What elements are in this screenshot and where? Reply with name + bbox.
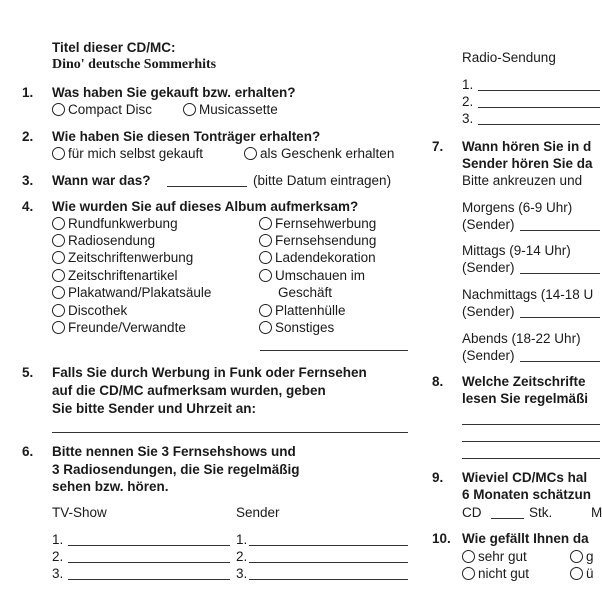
- q9-stk-label: Stk.: [529, 505, 553, 520]
- q8-answer-field[interactable]: [462, 424, 600, 425]
- q6-row-number: 3.: [52, 566, 64, 581]
- radio-circle-icon: [462, 567, 475, 580]
- radio-show-header: Radio-Sendung: [462, 50, 556, 65]
- q7-sender-field[interactable]: [520, 361, 600, 362]
- q6-tvshow-field[interactable]: [68, 545, 230, 546]
- q7-text-line: Bitte ankreuzen und: [462, 173, 583, 188]
- radio-circle-icon: [570, 567, 583, 580]
- q9-number: 9.: [432, 470, 444, 485]
- q5-text-line: Sie bitte Sender und Uhrzeit an:: [52, 401, 257, 416]
- q7-text-line: Sender hören Sie da: [462, 156, 593, 171]
- q4-option[interactable]: Plattenhülle: [259, 303, 346, 318]
- q8-answer-field[interactable]: [462, 441, 600, 442]
- q4-option[interactable]: Zeitschriftenartikel: [52, 268, 178, 283]
- q7-time-slot: Nachmittags (14-18 U: [462, 287, 594, 302]
- radio-row-number: 2.: [462, 94, 474, 109]
- radio-circle-icon: [244, 147, 257, 160]
- radio-circle-icon: [52, 286, 65, 299]
- q5-answer-field[interactable]: [52, 432, 408, 433]
- q10-option-very-good[interactable]: sehr gut: [462, 549, 527, 564]
- q6-sender-field[interactable]: [249, 545, 408, 546]
- q7-sender-label: (Sender): [462, 217, 515, 232]
- q6-row-number: 2.: [236, 549, 248, 564]
- q4-text: Wie wurden Sie auf dieses Album aufmerksam?: [52, 199, 359, 214]
- q10-option-other[interactable]: ü: [570, 566, 594, 581]
- q4-option[interactable]: Umschauen im: [259, 268, 365, 283]
- q6-row-number: 1.: [52, 532, 64, 547]
- q7-text-line: Wann hören Sie in d: [462, 139, 592, 154]
- q6-row-number: 2.: [52, 549, 64, 564]
- q7-sender-field[interactable]: [520, 317, 600, 318]
- q6-row-number: 1.: [236, 532, 248, 547]
- radio-circle-icon: [259, 321, 272, 334]
- album-title: Dino' deutsche Sommerhits: [52, 57, 217, 72]
- radio-show-field[interactable]: [478, 107, 600, 108]
- q9-text-line: 6 Monaten schätzun: [462, 487, 592, 502]
- q4-option[interactable]: Zeitschriftenwerbung: [52, 250, 193, 265]
- q5-text-line: auf die CD/MC aufmerksam wurden, geben: [52, 383, 326, 398]
- q6-column-tvshow: TV-Show: [52, 505, 107, 520]
- q7-number: 7.: [432, 139, 444, 154]
- radio-circle-icon: [259, 269, 272, 282]
- radio-circle-icon: [259, 251, 272, 264]
- q1-number: 1.: [22, 85, 34, 100]
- radio-circle-icon: [52, 147, 65, 160]
- q7-time-slot: Abends (18-22 Uhr): [462, 331, 581, 346]
- q4-option[interactable]: Radiosendung: [52, 233, 155, 248]
- q4-option[interactable]: Discothek: [52, 303, 127, 318]
- radio-circle-icon: [462, 550, 475, 563]
- radio-row-number: 3.: [462, 111, 474, 126]
- q4-option[interactable]: Plakatwand/Plakatsäule: [52, 285, 211, 300]
- radio-circle-icon: [52, 304, 65, 317]
- q7-sender-label: (Sender): [462, 260, 515, 275]
- q10-option-not-good[interactable]: nicht gut: [462, 566, 529, 581]
- radio-row-number: 1.: [462, 77, 474, 92]
- q6-tvshow-field[interactable]: [68, 579, 230, 580]
- q10-number: 10.: [432, 531, 451, 546]
- q6-sender-field[interactable]: [249, 579, 408, 580]
- radio-circle-icon: [52, 321, 65, 334]
- q4-other-field[interactable]: [260, 350, 408, 351]
- q4-option[interactable]: Freunde/Verwandte: [52, 320, 186, 335]
- q3-text: Wann war das?: [52, 173, 151, 188]
- q6-sender-field[interactable]: [249, 562, 408, 563]
- q9-text-line: Wieviel CD/MCs hal: [462, 470, 588, 485]
- radio-circle-icon: [52, 217, 65, 230]
- q6-text-line: 3 Radiosendungen, die Sie regelmäßig: [52, 462, 300, 477]
- radio-circle-icon: [259, 234, 272, 247]
- q6-number: 6.: [22, 444, 34, 459]
- radio-show-field[interactable]: [478, 90, 600, 91]
- radio-circle-icon: [52, 234, 65, 247]
- q5-number: 5.: [22, 365, 34, 380]
- q5-text-line: Falls Sie durch Werbung in Funk oder Fernsehen: [52, 365, 367, 380]
- q4-option[interactable]: Fernsehwerbung: [259, 216, 376, 231]
- radio-circle-icon: [259, 217, 272, 230]
- q6-tvshow-field[interactable]: [68, 562, 230, 563]
- q8-text-line: lesen Sie regelmäßi: [462, 391, 589, 406]
- q9-cd-label: CD: [462, 505, 482, 520]
- q2-option-self[interactable]: für mich selbst gekauft: [52, 146, 203, 161]
- q8-text-line: Welche Zeitschrifte: [462, 374, 586, 389]
- q4-option[interactable]: Ladendekoration: [259, 250, 376, 265]
- q3-date-field[interactable]: [167, 186, 247, 187]
- q7-time-slot: Morgens (6-9 Uhr): [462, 200, 573, 215]
- q4-option[interactable]: Rundfunkwerbung: [52, 216, 178, 231]
- q3-hint: (bitte Datum eintragen): [253, 173, 392, 188]
- q6-column-sender: Sender: [236, 505, 280, 520]
- q9-mc-label: M: [591, 505, 602, 520]
- q4-number: 4.: [22, 199, 34, 214]
- radio-circle-icon: [570, 550, 583, 563]
- q4-option[interactable]: Sonstiges: [259, 320, 334, 335]
- q7-sender-label: (Sender): [462, 304, 515, 319]
- q9-cd-count-field[interactable]: [491, 518, 524, 519]
- q10-option-good[interactable]: g: [570, 549, 594, 564]
- radio-circle-icon: [52, 103, 65, 116]
- q2-text: Wie haben Sie diesen Tonträger erhalten?: [52, 129, 321, 144]
- q6-text-line: Bitte nennen Sie 3 Fernsehshows und: [52, 444, 296, 459]
- radio-circle-icon: [183, 103, 196, 116]
- q1-text: Was haben Sie gekauft bzw. erhalten?: [52, 85, 296, 100]
- q7-time-slot: Mittags (9-14 Uhr): [462, 243, 571, 258]
- radio-circle-icon: [259, 304, 272, 317]
- q2-number: 2.: [22, 129, 34, 144]
- q4-option[interactable]: Fernsehsendung: [259, 233, 376, 248]
- q8-answer-field[interactable]: [462, 458, 600, 459]
- q4-option-continued: Geschäft: [278, 285, 333, 300]
- radio-circle-icon: [52, 251, 65, 264]
- q1-option-mc[interactable]: Musicassette: [183, 102, 278, 117]
- q6-row-number: 3.: [236, 566, 248, 581]
- q3-number: 3.: [22, 173, 34, 188]
- radio-show-field[interactable]: [478, 124, 600, 125]
- q2-option-gift[interactable]: als Geschenk erhalten: [244, 146, 394, 161]
- q7-sender-label: (Sender): [462, 348, 515, 363]
- q10-text: Wie gefällt Ihnen da: [462, 531, 589, 546]
- q7-sender-field[interactable]: [520, 230, 600, 231]
- radio-circle-icon: [52, 269, 65, 282]
- q1-option-cd[interactable]: Compact Disc: [52, 102, 152, 117]
- q8-number: 8.: [432, 374, 444, 389]
- title-label: Titel dieser CD/MC:: [52, 40, 176, 55]
- q6-text-line: sehen bzw. hören.: [52, 479, 169, 494]
- q7-sender-field[interactable]: [520, 273, 600, 274]
